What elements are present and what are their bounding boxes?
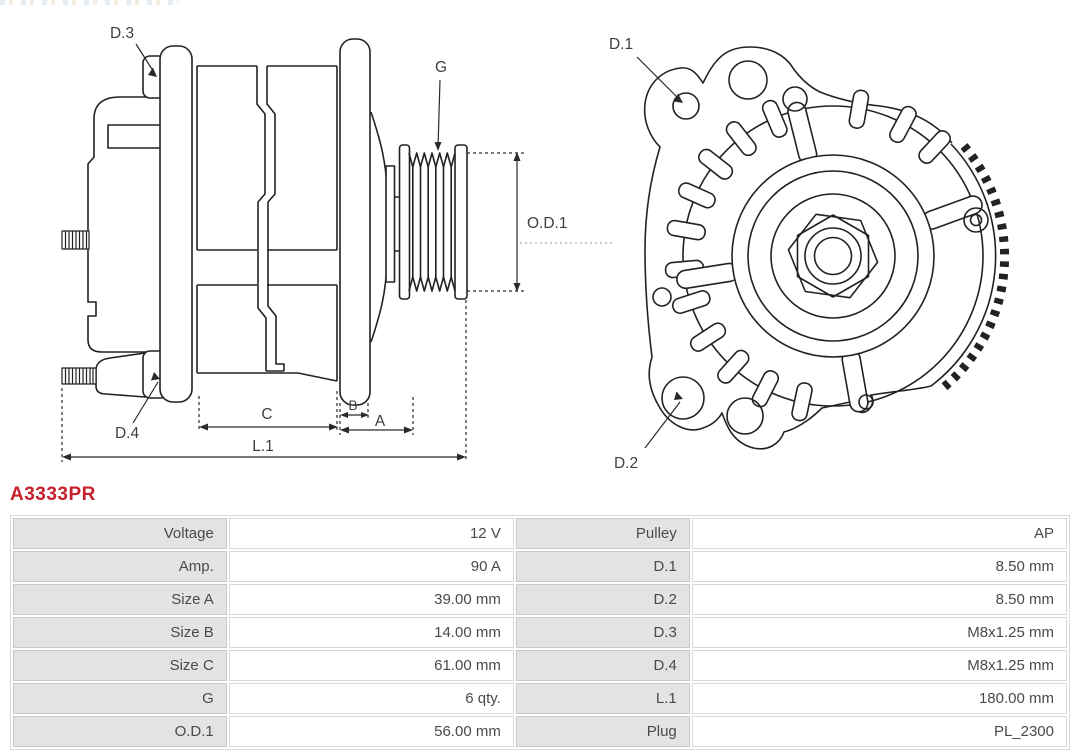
spec-value: AP <box>692 518 1067 549</box>
label-c: C <box>261 406 273 423</box>
front-view <box>645 47 1005 449</box>
stator-body <box>197 66 337 381</box>
pulley-front <box>732 155 934 357</box>
spec-label: Pulley <box>516 518 690 549</box>
spec-value: 61.00 mm <box>229 650 514 681</box>
threaded-stud-upper <box>62 231 89 249</box>
spec-row <box>13 683 1067 714</box>
hole-d1 <box>673 93 699 119</box>
rear-mounting-flange <box>160 46 192 402</box>
spec-row <box>13 617 1067 648</box>
spec-row <box>13 716 1067 747</box>
spec-value: 8.50 mm <box>692 584 1067 615</box>
spec-row <box>13 650 1067 681</box>
spec-label: Voltage <box>13 518 227 549</box>
spec-label: D.4 <box>516 650 690 681</box>
label-od1: O.D.1 <box>527 215 568 232</box>
pulley-grooves-bottom <box>409 277 455 291</box>
spec-value: M8x1.25 mm <box>692 650 1067 681</box>
label-d2: D.2 <box>613 455 639 472</box>
spec-label: D.3 <box>516 617 690 648</box>
drive-end-cone <box>371 112 387 342</box>
spec-value: 56.00 mm <box>229 716 514 747</box>
spec-row <box>13 584 1067 615</box>
spec-table <box>10 515 1070 750</box>
spec-value: 180.00 mm <box>692 683 1067 714</box>
spec-label: O.D.1 <box>13 716 227 747</box>
spec-value: PL_2300 <box>692 716 1067 747</box>
pulley-grooves-top <box>409 153 455 167</box>
label-b: B <box>348 398 358 413</box>
spec-value: 90 A <box>229 551 514 582</box>
spec-value: M8x1.25 mm <box>692 617 1067 648</box>
label-a: A <box>374 413 386 430</box>
spec-row <box>13 551 1067 582</box>
rear-housing <box>88 97 168 352</box>
bottom-ear <box>96 353 145 397</box>
spec-label: Amp. <box>13 551 227 582</box>
label-d4: D.4 <box>114 425 140 442</box>
spec-value: 12 V <box>229 518 514 549</box>
part-number: A3333PR <box>10 484 96 505</box>
leader-d2 <box>645 402 680 448</box>
spec-value: 8.50 mm <box>692 551 1067 582</box>
spec-label: Size A <box>13 584 227 615</box>
leader-g <box>438 80 440 148</box>
side-view <box>62 39 467 405</box>
spec-label: Plug <box>516 716 690 747</box>
spec-row <box>13 518 1067 549</box>
pulley-side <box>400 145 468 299</box>
hole-d2 <box>662 377 704 419</box>
spec-label: Size C <box>13 650 227 681</box>
spec-label: D.2 <box>516 584 690 615</box>
front-mounting-flange <box>340 39 370 405</box>
spec-label: G <box>13 683 227 714</box>
spec-label: D.1 <box>516 551 690 582</box>
label-d1: D.1 <box>608 36 634 53</box>
threaded-stud-lower <box>62 368 96 384</box>
label-d3: D.3 <box>109 25 135 42</box>
label-g: G <box>434 59 448 76</box>
label-l1: L.1 <box>252 438 274 455</box>
spec-value: 39.00 mm <box>229 584 514 615</box>
case-seam <box>257 66 266 371</box>
spec-value: 14.00 mm <box>229 617 514 648</box>
shaft-washer <box>386 166 395 282</box>
spec-label: L.1 <box>516 683 690 714</box>
spec-value: 6 qty. <box>229 683 514 714</box>
spec-label: Size B <box>13 617 227 648</box>
